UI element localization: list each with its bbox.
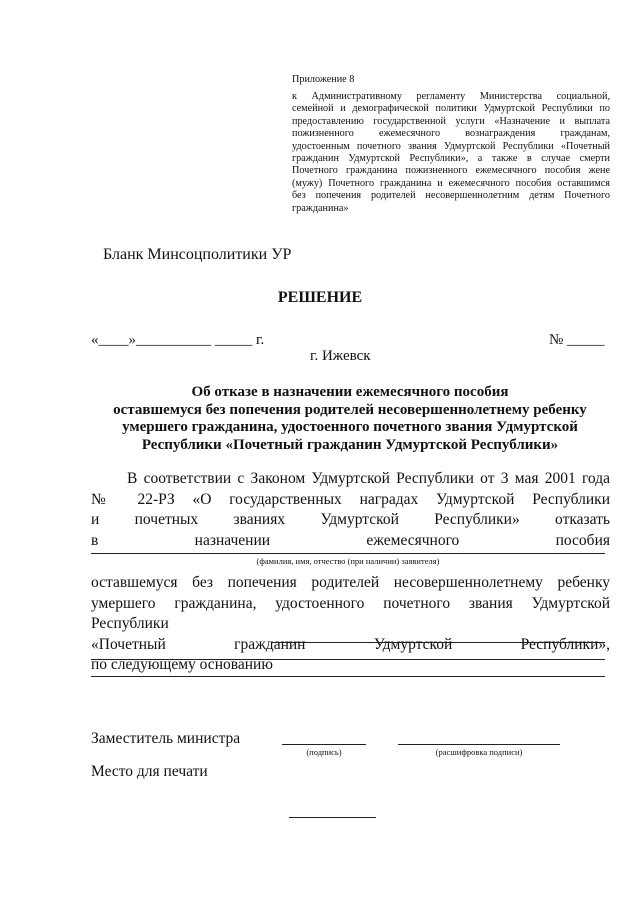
body-line: оставшемуся без попечения родителей несовершеннолетнему ребенку <box>91 574 610 591</box>
appendix-line: пожизненного ежемесячного вознаграждения гражданам, <box>292 128 610 140</box>
appendix-text <box>292 91 610 215</box>
bottom-line <box>289 817 376 818</box>
signer-position: Заместитель министра <box>91 730 241 747</box>
appendix-title: Приложение 8 <box>292 74 355 85</box>
signature-decode-field <box>398 744 560 745</box>
signature-caption: (подпись) <box>306 747 342 757</box>
appendix-line: гражданин Удмуртской Республики», а также в случае смерти <box>292 153 610 165</box>
appendix-line: предоставлению государственной услуги «Назначение и выплата <box>292 115 610 127</box>
signature-field <box>282 744 366 745</box>
subject-line: умершего гражданина, удостоенного почетного звания Удмуртской <box>122 419 578 435</box>
signature-decode-caption: (расшифровка подписи) <box>435 747 523 757</box>
subject-line: Об отказе в назначении ежемесячного пособия <box>191 384 509 400</box>
body-line: в назначении ежемесячного пособия <box>91 531 610 549</box>
body-line: по следующему основанию <box>91 656 273 673</box>
document-number: № _____ <box>549 332 605 348</box>
body-paragraph-2 <box>91 573 610 676</box>
appendix-line: без попечения родителей несовершеннолетним детям Почетного <box>292 190 610 202</box>
applicant-field <box>91 553 605 554</box>
appendix-line: (мужу) Почетного гражданина и ежемесячного пособия оставшимся <box>292 177 610 189</box>
body-line: и почетных званиях Удмуртской Республики» отказать <box>91 511 610 528</box>
subject <box>80 384 620 454</box>
body-line: В соответствии с Законом Удмуртской Республики от 3 мая 2001 года <box>127 470 610 487</box>
city: г. Ижевск <box>310 348 371 364</box>
subject-line: Республики «Почетный гражданин Удмуртской Республики» <box>141 436 559 453</box>
body-paragraph-1 <box>91 469 610 551</box>
applicant-caption: (фамилия, имя, отчество (при наличии) заявителя) <box>256 556 440 566</box>
subject-line: оставшемуся без попечения родителей несовершеннолетнему ребенку <box>113 401 587 418</box>
letterhead: Бланк Минсоцполитики УР <box>103 246 292 263</box>
appendix-line: семейной и демографической политики Удмуртской Республики по <box>292 103 610 115</box>
reason-field-line <box>271 642 605 643</box>
appendix-line: удостоенным почетного звания Удмуртской Республики «Почетный <box>292 140 610 152</box>
appendix-line: Почетного гражданина пожизненного ежемесячного пособия жене <box>292 165 610 177</box>
body-line: «Почетный гражданин Удмуртской Республики», <box>91 635 610 653</box>
reason-field-line <box>91 676 605 677</box>
stamp-place: Место для печати <box>91 763 208 780</box>
appendix-line: гражданина» <box>292 202 349 214</box>
page-title: РЕШЕНИЕ <box>277 289 363 306</box>
appendix-line: к Административному регламенту Министерства социальной, <box>292 91 610 102</box>
reason-field-line <box>91 659 605 660</box>
body-line: № 22-РЗ «О государственных наградах Удмуртской Республики <box>91 490 610 508</box>
body-line: умершего гражданина, удостоенного почетного звания Удмуртской Республики <box>91 594 610 632</box>
date-line: «____»__________ _____ г. <box>91 332 265 348</box>
